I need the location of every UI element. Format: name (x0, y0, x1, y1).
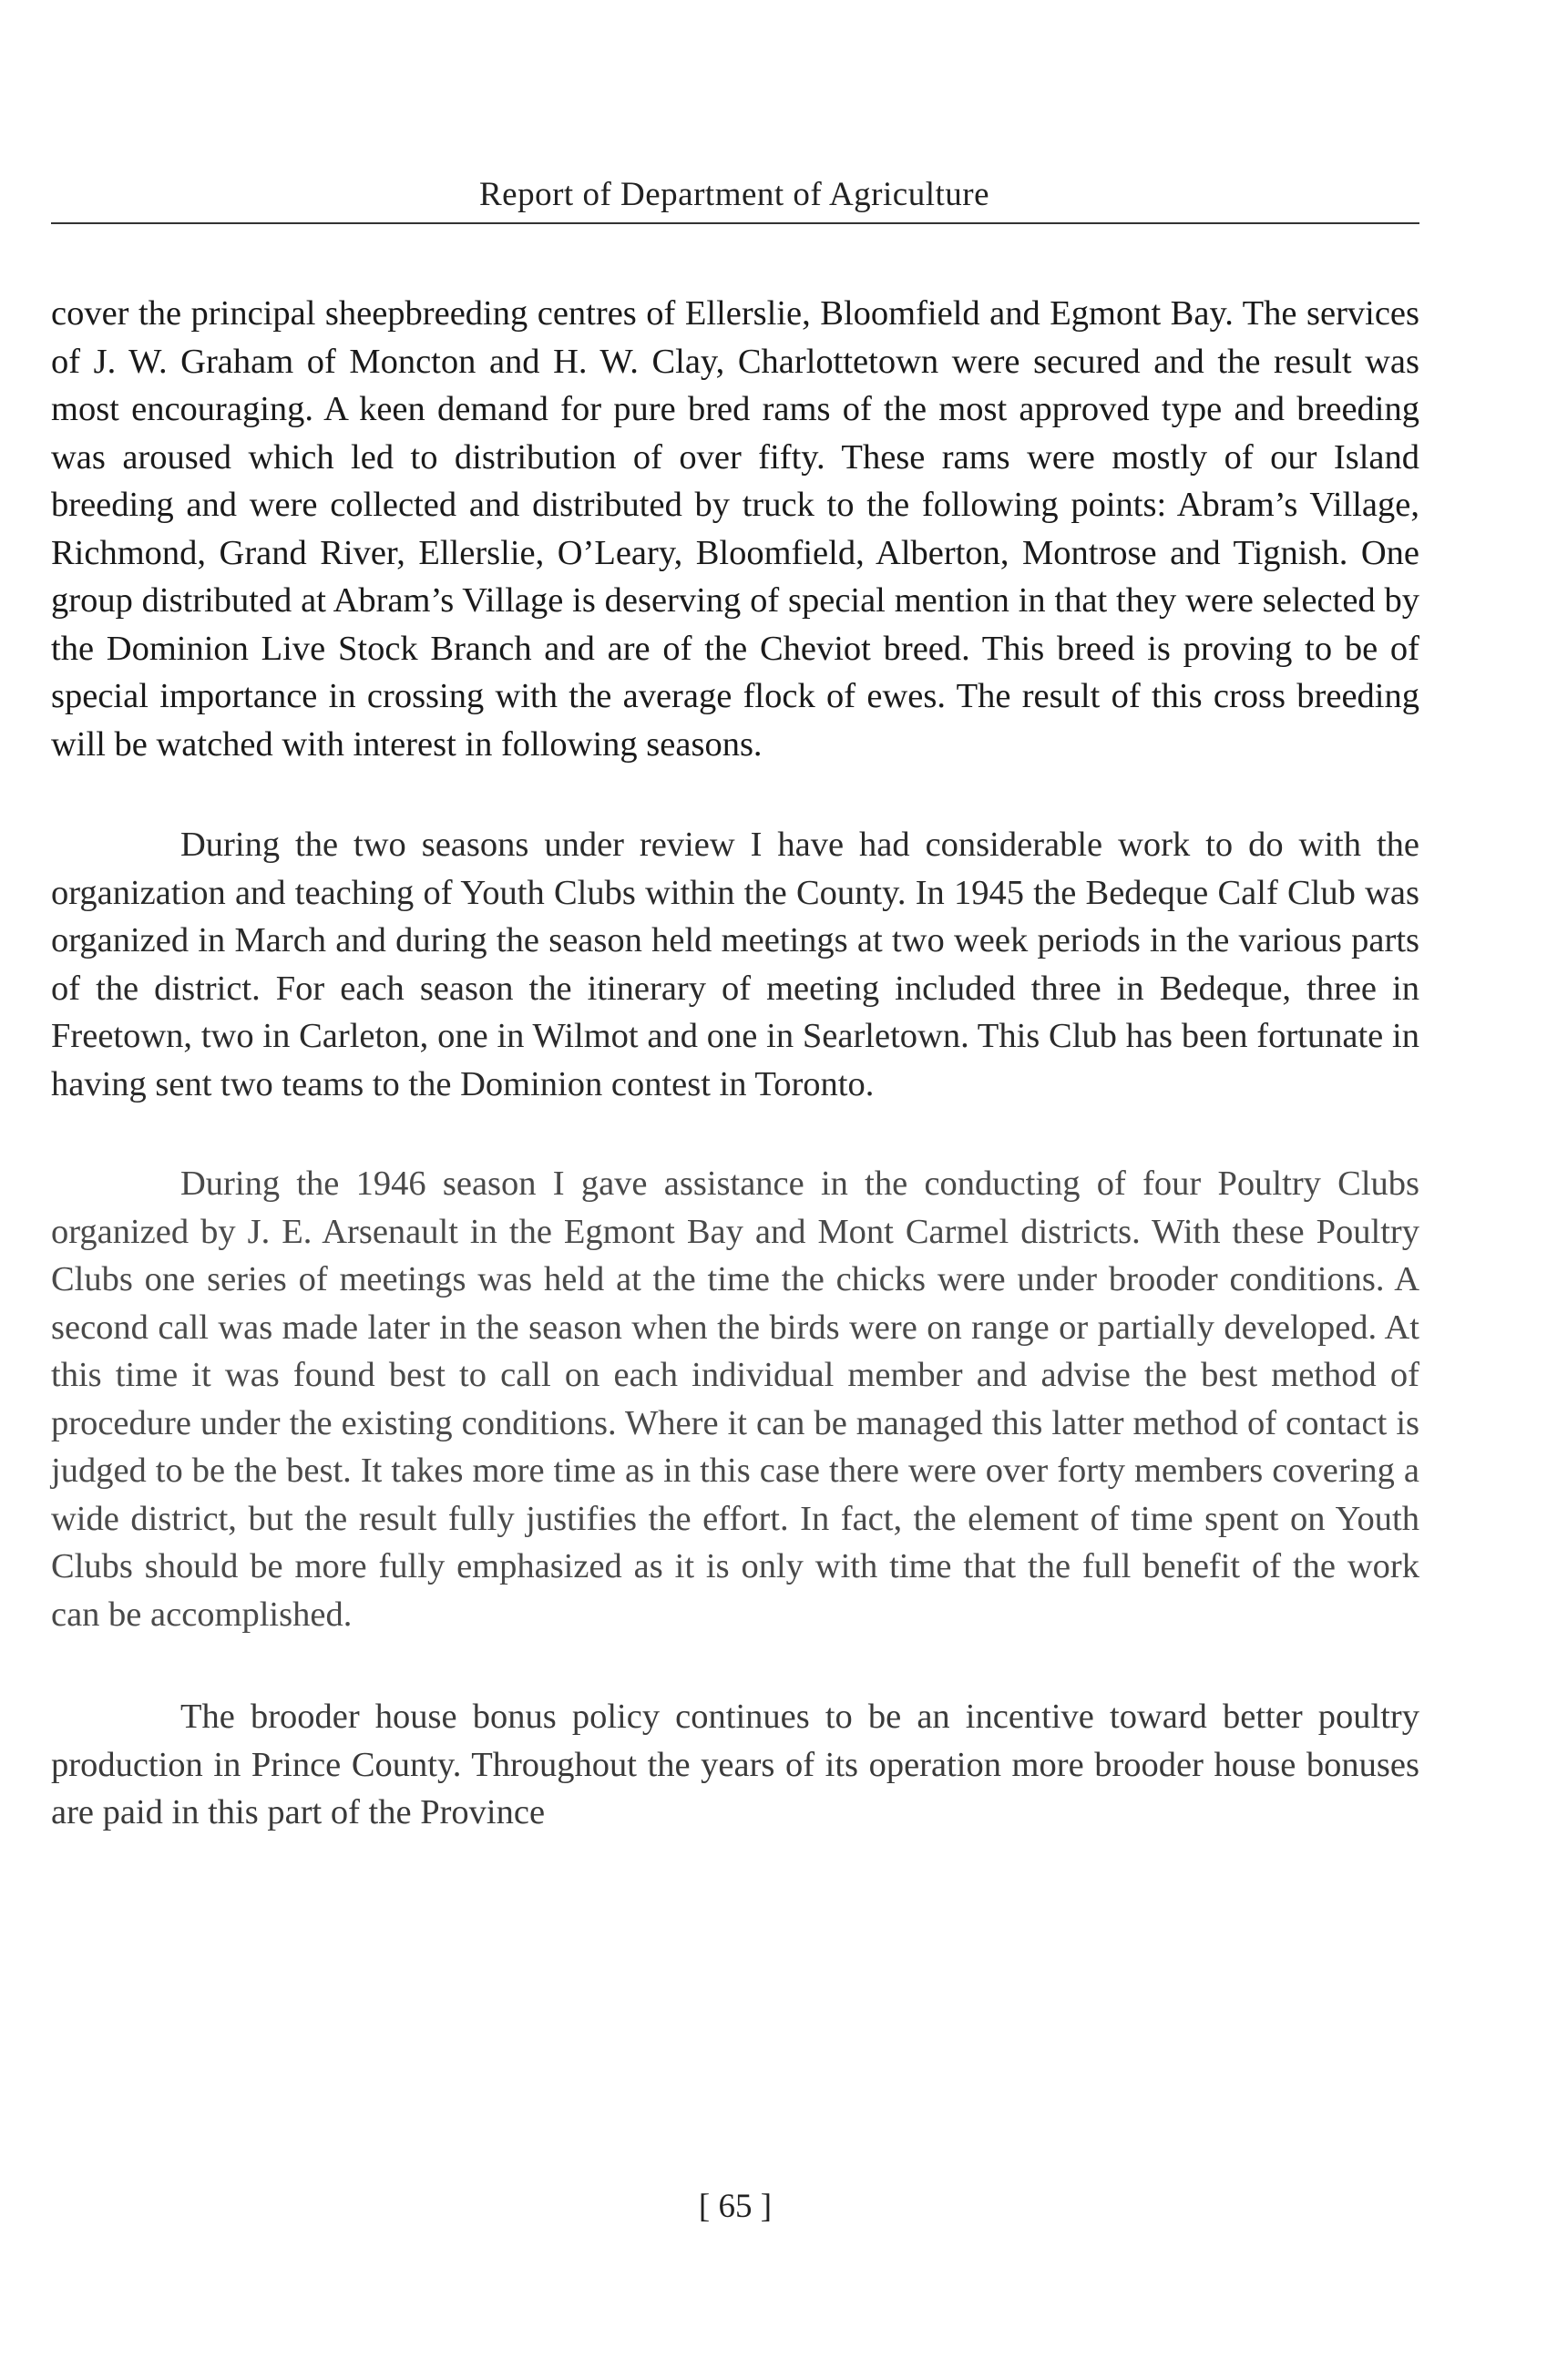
paragraph-brooder-house-bonus: The brooder house bonus policy continues to be an incentive toward better poultry production in Prince County. Throughout the years of its operation more brooder house bonuses are paid in this part of the Province (51, 1698, 1419, 1831)
header-rule (51, 222, 1419, 224)
running-head-title: Report of Department of Agriculture (479, 176, 989, 213)
paragraph-sheep-breeding: cover the principal sheepbreeding centres of Ellerslie, Bloomfield and Egmont Bay. The services of J. W. Graham of Moncton and H. W. Clay, Charlottetown were secured and the result was most encouraging. A keen demand for pure bred rams of the most approved type and breeding was aroused which led to distribution of over fifty. These rams were mostly of our Island breeding and were collected and distributed by truck to the following points: Abram’s Village, Richmond, Grand River, Ellerslie, O’Leary, Bloomfield, Alberton, Montrose and Tignish. One group distributed at Abram’s Village is deserving of special mention in that they were selected by the Dominion Live Stock Branch and are of the Cheviot breed. This breed is proving to be of special importance in crossing with the average flock of ewes. The result of this cross breeding will be watched with interest in following seasons. (51, 294, 1419, 764)
paragraph-poultry-clubs: During the 1946 season I gave assistance in the conducting of four Poultry Clubs organized by J. E. Arsenault in the Egmont Bay and Mont Carmel districts. With these Poultry Clubs one series of meetings was held at the time the chicks were under brooder conditions. A second call was made later in the season when the birds were on range or partially developed. At this time it was found best to call on each individual member and advise the best method of procedure under the existing conditions. Where it can be managed this latter method of contact is judged to be the best. It takes more time as in this case there were over forty members covering a wide district, but the result fully justifies the effort. In fact, the element of time spent on Youth Clubs should be more fully emphasized as it is only with time that the full benefit of the work can be accomplished. (51, 1164, 1419, 1634)
body-text (51, 290, 1419, 1837)
paragraph-youth-clubs: During the two seasons under review I have had considerable work to do with the organization and teaching of Youth Clubs within the County. In 1945 the Bedeque Calf Club was organized in March and during the season held meetings at two week periods in the various parts of the district. For each season the itinerary of meeting included three in Bedeque, three in Freetown, two in Carleton, one in Wilmot and one in Searletown. This Club has been fortunate in having sent two teams to the Dominion contest in Toronto. (51, 826, 1419, 1103)
page-number: [ 65 ] (698, 2188, 773, 2225)
